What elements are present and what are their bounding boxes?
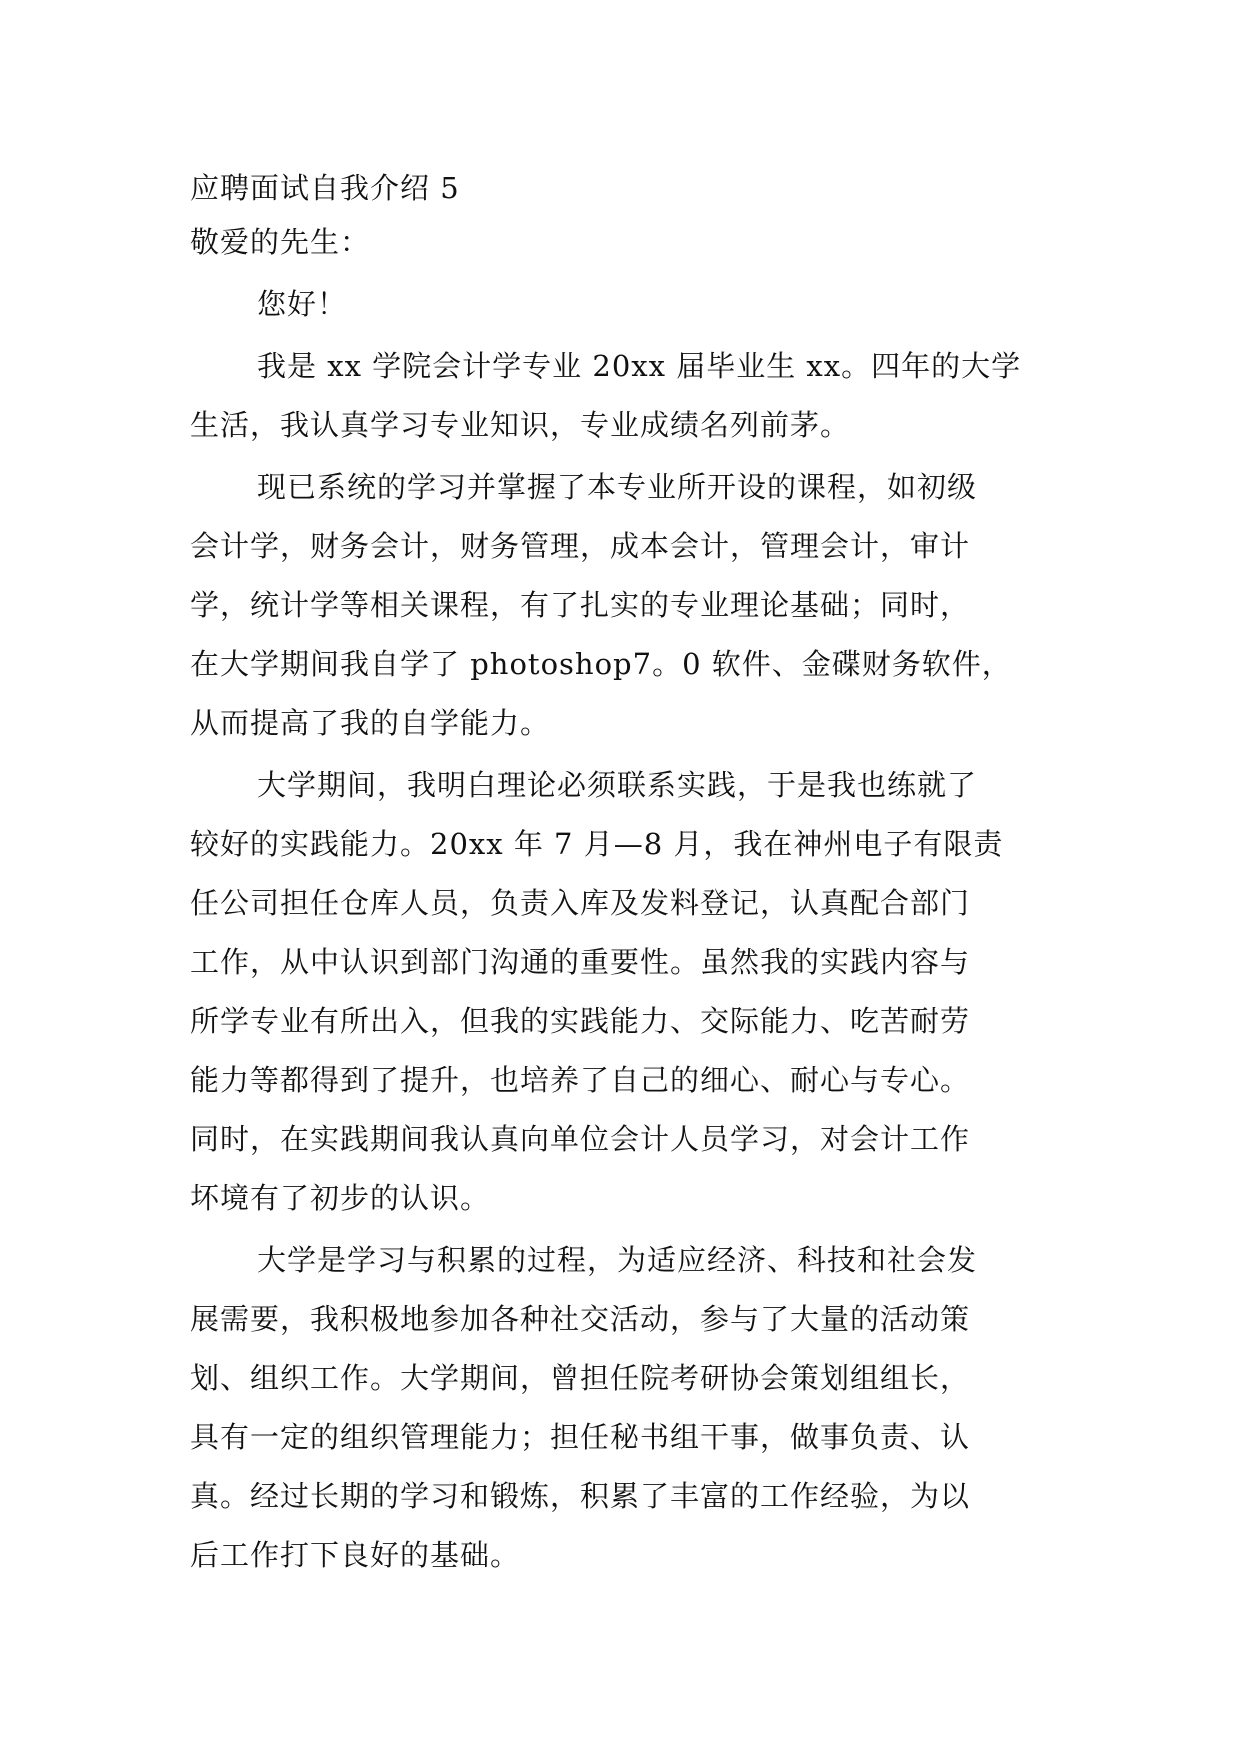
paragraph-3-line-6: 能力等都得到了提升，也培养了自己的细心、耐心与专心。 [190, 1063, 971, 1097]
paragraph-4-line-5: 真。经过长期的学习和锻炼，积累了丰富的工作经验，为以 [190, 1479, 971, 1513]
paragraph-3-line-7: 同时，在实践期间我认真向单位会计人员学习，对会计工作 [190, 1122, 971, 1156]
paragraph-2-line-2: 会计学，财务会计，财务管理，成本会计，管理会计，审计 [190, 529, 971, 563]
paragraph-3-line-4: 工作，从中认识到部门沟通的重要性。虽然我的实践内容与 [190, 945, 971, 979]
document-title: 应聘面试自我介绍 5 [190, 171, 460, 205]
paragraph-2-line-4: 在大学期间我自学了 photoshop7。0 软件、金碟财务软件， [190, 647, 1012, 681]
greeting: 您好！ [257, 287, 348, 321]
paragraph-3-line-1: 大学期间，我明白理论必须联系实践，于是我也练就了 [257, 768, 978, 802]
paragraph-4-line-1: 大学是学习与积累的过程，为适应经济、科技和社会发 [257, 1243, 978, 1277]
paragraph-1-line-1: 我是 xx 学院会计学专业 20xx 届毕业生 xx。四年的大学 [257, 349, 1022, 383]
salutation: 敬爱的先生： [190, 225, 371, 259]
paragraph-3-line-8: 坏境有了初步的认识。 [190, 1181, 491, 1215]
paragraph-2-line-5: 从而提高了我的自学能力。 [190, 706, 551, 740]
paragraph-3-line-2: 较好的实践能力。20xx 年 7 月—8 月，我在神州电子有限责 [190, 827, 1004, 861]
paragraph-4-line-4: 具有一定的组织管理能力；担任秘书组干事，做事负责、认 [190, 1420, 971, 1454]
paragraph-4-line-2: 展需要，我积极地参加各种社交活动，参与了大量的活动策 [190, 1302, 971, 1336]
paragraph-4-line-3: 划、组织工作。大学期间，曾担任院考研协会策划组组长， [190, 1361, 971, 1395]
paragraph-2-line-1: 现已系统的学习并掌握了本专业所开设的课程，如初级 [257, 470, 978, 504]
paragraph-3-line-5: 所学专业有所出入，但我的实践能力、交际能力、吃苦耐劳 [190, 1004, 971, 1038]
paragraph-1-line-2: 生活，我认真学习专业知识，专业成绩名列前茅。 [190, 408, 851, 442]
paragraph-3-line-3: 任公司担任仓库人员，负责入库及发料登记，认真配合部门 [190, 886, 971, 920]
paragraph-4-line-6: 后工作打下良好的基础。 [190, 1538, 521, 1572]
paragraph-2-line-3: 学，统计学等相关课程，有了扎实的专业理论基础；同时， [190, 588, 971, 622]
